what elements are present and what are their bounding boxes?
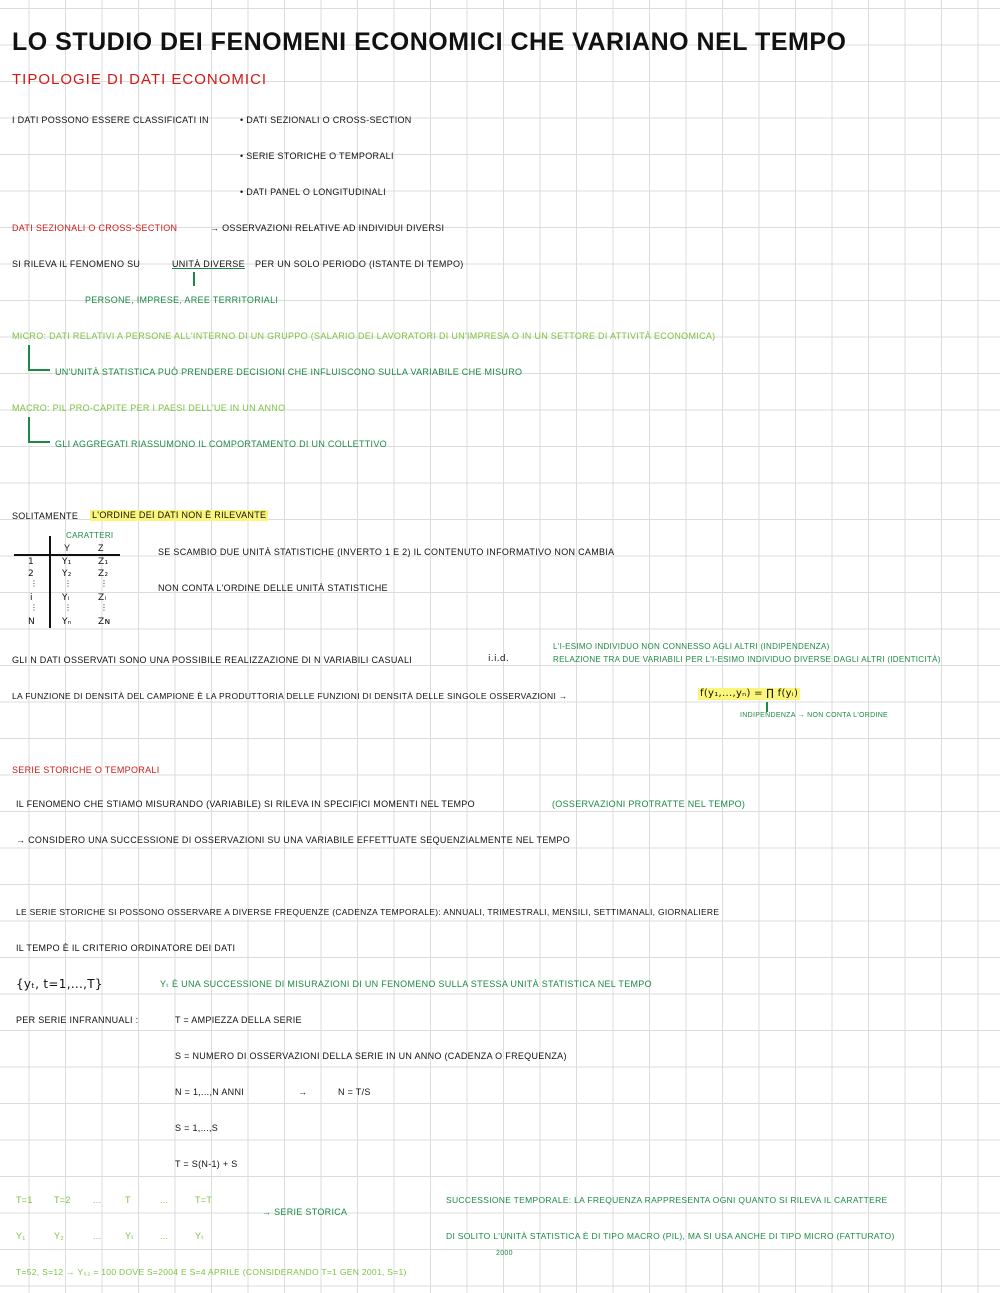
cross-section-head-rest: → OSSERVAZIONI RELATIVE AD INDIVIDUI DIVERSI <box>210 223 445 233</box>
cross-line1-a: SI RILEVA IL FENOMENO SU <box>12 259 141 269</box>
cross-line1-b: PER UN SOLO PERIODO (ISTANTE DI TEMPO) <box>255 259 464 269</box>
macro-arrow <box>28 417 50 443</box>
series-s: S = 1,...,S <box>175 1123 219 1133</box>
page-title: LO STUDIO DEI FENOMENI ECONOMICI CHE VARIANO NEL TEMPO <box>12 28 847 56</box>
order-highlight: L'ORDINE DEI DATI NON È RILEVANTE <box>92 510 267 520</box>
table-row-4-y: Yᵢ <box>62 593 70 603</box>
series-t: T = S(N-1) + S <box>175 1159 238 1169</box>
series-n-arrow: → <box>298 1087 308 1097</box>
table-vline <box>49 536 51 628</box>
bottom-yT: Yₜ <box>195 1231 205 1241</box>
micro-arrow <box>28 345 50 371</box>
classif-item-3: • DATI PANEL O LONGITUDINALI <box>240 187 386 197</box>
bottom-dots3: ... <box>93 1231 102 1241</box>
micro-line: MICRO: DATI RELATIVI A PERSONE ALL'INTERNO DI UN GRUPPO (SALARIO DEI LAVORATORI DI UN'IMPRESA O IN UN SETTORE DI ATTIVITÀ ECONOMICA) <box>12 331 716 341</box>
series-S: S = NUMERO DI OSSERVAZIONI DELLA SERIE IN UN ANNO (CADENZA O FREQUENZA) <box>175 1051 567 1061</box>
bottom-seq2: DI SOLITO L'UNITÀ STATISTICA È DI TIPO MACRO (PIL), MA SI USA ANCHE DI TIPO MICRO (FATTURATO) <box>446 1231 895 1241</box>
table-row-1-idx: 1 <box>28 557 35 567</box>
table-row-4-z: Zᵢ <box>98 593 107 603</box>
table-row-6-idx: N <box>28 617 36 627</box>
order-note-1: SE SCAMBIO DUE UNITÀ STATISTICHE (INVERTO 1 E 2) IL CONTENUTO INFORMATIVO NON CAMBIA <box>158 547 615 557</box>
table-row-3-z: ⋮ <box>100 579 109 588</box>
order-note-2: NON CONTA L'ORDINE DELLE UNITÀ STATISTICHE <box>158 583 388 593</box>
classif-item-2: • SERIE STORICHE O TEMPORALI <box>240 151 394 161</box>
cross-section-head: DATI SEZIONALI O CROSS-SECTION <box>12 223 178 233</box>
iid-line: GLI N DATI OSSERVATI SONO UNA POSSIBILE REALIZZAZIONE DI N VARIABILI CASUALI <box>12 655 413 665</box>
order-lead: SOLITAMENTE <box>12 511 79 521</box>
table-row-3-idx: ⋮ <box>30 579 39 588</box>
density-formula: f(y₁,...,yₙ) = ∏ f(yᵢ) <box>700 688 799 699</box>
series-T: T = AMPIEZZA DELLA SERIE <box>175 1015 302 1025</box>
series-l2: → CONSIDERO UNA SUCCESSIONE DI OSSERVAZIONI SU UNA VARIABILE EFFETTUATE SEQUENZIALMENTE NEL TEMPO <box>16 835 571 845</box>
series-l1: IL FENOMENO CHE STIAMO MISURANDO (VARIABILE) SI RILEVA IN SPECIFICI MOMENTI NEL TEMPO <box>16 799 475 809</box>
bottom-year: 2000 <box>496 1250 513 1257</box>
iid-note-1: L'I-ESIMO INDIVIDUO NON CONNESSO AGLI ALTRI (INDIPENDENZA) <box>553 642 830 651</box>
table-col-z: Z <box>98 543 104 553</box>
series-set: {yₜ, t=1,...,T} <box>16 977 103 991</box>
section-title-tipologie: TIPOLOGIE DI DATI ECONOMICI <box>12 71 268 88</box>
series-l1-green: (OSSERVAZIONI PROTRATTE NEL TEMPO) <box>552 799 746 809</box>
bottom-dots4: ... <box>160 1231 169 1241</box>
series-N-eq: N = T/S <box>338 1087 371 1097</box>
table-row-1-y: Y₁ <box>62 557 72 567</box>
green-down-arrow <box>193 272 195 286</box>
table-col-y: Y <box>64 543 71 553</box>
bottom-dots2: ... <box>160 1195 169 1205</box>
series-set-note: Yₜ È UNA SUCCESSIONE DI MISURAZIONI DI UN FENOMENO SULLA STESSA UNITÀ STATISTICA NEL TEMPO <box>160 979 652 989</box>
bottom-dots1: ... <box>93 1195 102 1205</box>
table-row-5-z: ⋮ <box>100 603 109 612</box>
bottom-t: T <box>125 1195 131 1205</box>
table-row-6-z: Zɴ <box>98 617 111 627</box>
macro-line: MACRO: PIL PRO-CAPITE PER I PAESI DELL'UE IN UN ANNO <box>12 403 286 413</box>
bottom-seq1: SUCCESSIONE TEMPORALE: LA FREQUENZA RAPPRESENTA OGNI QUANTO SI RILEVA IL CARATTERE <box>446 1195 888 1205</box>
table-row-5-idx: ⋮ <box>30 603 39 612</box>
series-l4: IL TEMPO È IL CRITERIO ORDINATORE DEI DATI <box>16 943 236 953</box>
table-row-2-idx: 2 <box>28 569 35 579</box>
series-l3: LE SERIE STORICHE SI POSSONO OSSERVARE A DIVERSE FREQUENZE (CADENZA TEMPORALE): ANNUALI, TRIMESTRALI, MENSILI, SETTIMANALI, GIORNALIERE <box>16 907 720 917</box>
bottom-tT: T=T <box>195 1195 213 1205</box>
table-row-2-y: Y₂ <box>62 569 72 579</box>
bottom-y1: Y₁ <box>16 1231 26 1241</box>
bottom-t1: T=1 <box>16 1195 33 1205</box>
classif-item-1: • DATI SEZIONALI O CROSS-SECTION <box>240 115 412 125</box>
bottom-arrow-serie: → SERIE STORICA <box>262 1207 348 1217</box>
table-row-1-z: Z₁ <box>98 557 109 567</box>
table-row-6-y: Yₙ <box>62 617 72 627</box>
table-hline <box>14 554 120 556</box>
formula-arrow <box>766 702 768 712</box>
density-line: LA FUNZIONE DI DENSITÀ DEL CAMPIONE È LA PRODUTTORIA DELLE FUNZIONI DI DENSITÀ DELLE SINGOLE OSSERVAZIONI → <box>12 691 568 701</box>
series-intra: PER SERIE INFRANNUALI : <box>16 1015 139 1025</box>
table-row-3-y: ⋮ <box>64 579 73 588</box>
cross-line1-underlined: UNITÀ DIVERSE <box>172 259 245 269</box>
bottom-yt: Yₜ <box>125 1231 135 1241</box>
bottom-t2: T=2 <box>54 1195 71 1205</box>
table-row-2-z: Z₂ <box>98 569 109 579</box>
table-caption: CARATTERI <box>66 531 114 540</box>
series-n: N = 1,...,N ANNI <box>175 1087 245 1097</box>
bottom-last: T=52, S=12 → Y₅₂ = 100 DOVE S=2004 E S=4 APRILE (CONSIDERANDO T=1 GEN 2001, S=1) <box>16 1267 407 1277</box>
series-head: SERIE STORICHE O TEMPORALI <box>12 765 160 775</box>
table-row-5-y: ⋮ <box>64 603 73 612</box>
macro-note: GLI AGGREGATI RIASSUMONO IL COMPORTAMENTO DI UN COLLETTIVO <box>55 439 387 449</box>
classif-intro: I DATI POSSONO ESSERE CLASSIFICATI IN <box>12 115 209 125</box>
table-row-4-idx: i <box>30 593 33 603</box>
iid-label: i.i.d. <box>488 654 510 664</box>
bottom-y2: Y₂ <box>54 1231 65 1241</box>
micro-note: UN'UNITÀ STATISTICA PUÒ PRENDERE DECISIONI CHE INFLUISCONO SULLA VARIABILE CHE MISURO <box>55 367 523 377</box>
formula-note: INDIPENDENZA → NON CONTA L'ORDINE <box>740 712 889 719</box>
iid-note-2: RELAZIONE TRA DUE VARIABILI PER L'I-ESIMO INDIVIDUO DIVERSE DAGLI ALTRI (IDENTICITÀ) <box>553 655 941 664</box>
cross-units: PERSONE, IMPRESE, AREE TERRITORIALI <box>85 295 279 305</box>
